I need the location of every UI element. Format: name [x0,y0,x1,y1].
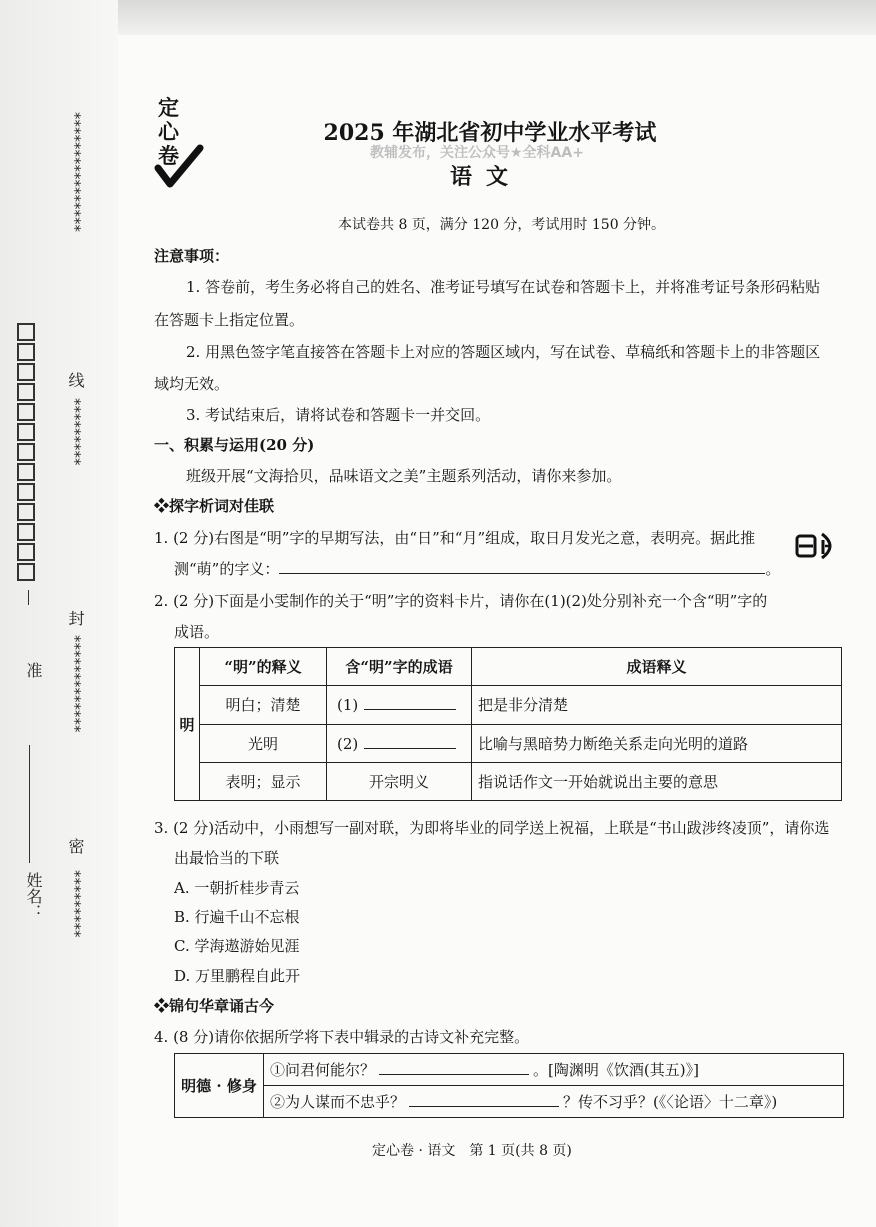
subject-title: 语文 [450,164,523,190]
binding-line-label: 线 [66,372,85,388]
name-field-line[interactable] [29,745,30,863]
watermark-text: 教辅发布，关注公众号★全科AA+ [370,145,584,161]
card-cell-idiom: 开宗明义 [327,762,472,800]
ming-ancient-glyph-icon [794,530,842,562]
card-col-meaning: “明”的释义 [200,648,327,686]
page-footer: 定心卷 · 语文 第 1 页(共 8 页) [372,1143,572,1159]
notice-heading: 注意事项： [154,247,230,265]
binding-secret-label: 密 [66,838,85,854]
question-3-line1: 3. (2 分)活动中，小雨想写一副对联，为即将毕业的同学送上祝福，上联是“书山跋涉终凌顶”，请你选 [154,819,830,837]
scan-top-band [0,0,876,35]
question-1-line1: 1. (2 分)右图是“明”字的早期写法，由“日”和“月”组成，取日月发光之意，表明亮。据此推 [154,529,756,547]
poetry-table [174,1053,844,1118]
card-cell-idiom-blank-1[interactable]: (1) [327,686,472,724]
question-1-end: 。 [765,560,781,578]
poetry-row-label: 明德 · 修身 [175,1054,264,1118]
subsection-heading-1: ❖探字析词对佳联 [154,497,275,515]
name-label: 姓名： [24,872,43,920]
question-1-answer-line[interactable] [279,559,765,574]
card-cell-meaning: 明白；清楚 [200,686,327,724]
card-col-explanation: 成语释义 [472,648,842,686]
exam-number-line [28,590,29,605]
notice-item-2b: 域均无效。 [154,375,230,393]
exam-title: 2025 年湖北省初中学业水平考试 [323,120,657,146]
subsection-heading-2: ❖锦句华章诵古今 [154,997,275,1015]
card-cell-idiom-blank-2[interactable]: (2) [327,724,472,762]
notice-item-1b: 在答题卡上指定位置。 [154,311,305,329]
question-3-option-b[interactable]: B. 行遍千山不忘根 [174,908,300,926]
exam-info: 本试卷共 8 页，满分 120 分，考试用时 150 分钟。 [338,217,666,233]
question-4: 4. (8 分)请你依据所学将下表中辑录的古诗文补充完整。 [154,1028,530,1046]
question-1-prompt: 测“萌”的字义： [174,560,280,578]
stamp-text: 定心卷 [158,95,179,168]
poetry-line-1[interactable]: ①问君何能尔？ 。[陶渊明《饮酒(其五)》] [264,1054,844,1086]
section-heading: 一、积累与运用(20 分) [154,436,315,454]
section-intro: 班级开展“文海拾贝，品味语文之美”主题系列活动，请你来参加。 [186,467,622,485]
poetry-line-2[interactable]: ②为人谋而不忠乎？ ？传不习乎？(《〈论语〉十二章》) [264,1086,844,1118]
binding-strip [0,0,118,1227]
card-col-idiom: 含“明”字的成语 [327,648,472,686]
exam-number-boxes[interactable] [17,323,39,583]
exam-number-label: 准 [24,662,43,678]
question-2-line1: 2. (2 分)下面是小雯制作的关于“明”字的资料卡片，请你在(1)(2)处分别补充一个含“明”字的 [154,592,768,610]
notice-item-3: 3. 考试结束后，请将试卷和答题卡一并交回。 [186,406,491,424]
notice-item-1a: 1. 答卷前，考生务必将自己的姓名、准考证号填写在试卷和答题卡上，并将准考证号条形码粘贴 [186,278,821,296]
binding-stars-mid: ********* [66,398,84,466]
card-cell-meaning: 表明；显示 [200,762,327,800]
card-cell-explanation: 把是非分清楚 [472,686,842,724]
question-2-line2: 成语。 [174,623,220,641]
checkmark-icon [152,142,204,190]
ming-info-card [174,647,842,801]
notice-item-2a: 2. 用黑色签字笔直接答在答题卡上对应的答题区域内，写在试卷、草稿纸和答题卡上的非答题区 [186,343,821,361]
binding-seal-label: 封 [66,610,85,626]
question-3-option-c[interactable]: C. 学海遨游始见涯 [174,937,300,955]
question-3-option-d[interactable]: D. 万里鹏程自此开 [174,967,301,985]
binding-stars-low: ************* [66,635,84,733]
card-cell-meaning: 光明 [200,724,327,762]
question-1-line2 [174,558,780,579]
card-cell-explanation: 指说话作文一开始就说出主要的意思 [472,762,842,800]
question-3-option-a[interactable]: A. 一朝折桂步青云 [174,879,300,897]
question-3-line2: 出最恰当的下联 [174,849,280,867]
binding-stars-bottom: ********* [66,870,84,938]
card-cell-explanation: 比喻与黑暗势力断绝关系走向光明的道路 [472,724,842,762]
binding-stars-top: **************** [66,112,84,232]
card-row-header: 明 [175,648,200,801]
